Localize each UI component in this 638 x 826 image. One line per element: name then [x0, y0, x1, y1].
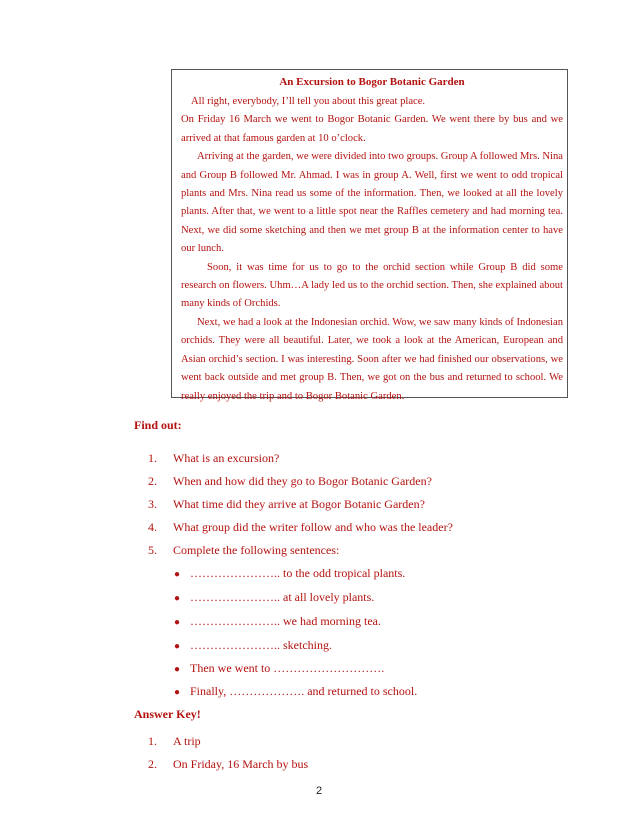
reading-paragraph-3: Arriving at the garden, we were divided into two groups. Group A followed Mrs. Nina and Group B followed Mr. Ahmad. I was in group A. Well, first we went to odd tropical plants and Mrs. Nina read us some of the information. Then, we looked at all the lovely plants. After that, we went to a little spot near the Raffles cemetery and had morning tea. Next, we did some sketching and then we met group B at the information center to have our lunch. — [181, 151, 563, 255]
sentence-item — [174, 614, 381, 629]
reading-paragraph-4: Soon, it was time for us to go to the orchid section while Group B did some research on flowers. Uhm…A lady led us to the orchid section. Then, she explained about many kinds of Orchids. — [181, 261, 563, 310]
answer-item — [148, 734, 201, 749]
sentence-text: Finally, ………………. and returned to school. — [190, 684, 418, 698]
reading-title: An Excursion to Bogor Botanic Garden — [279, 76, 465, 88]
answer-text: On Friday, 16 March by bus — [173, 757, 309, 771]
sentence-text: ………………….. sketching. — [190, 638, 332, 652]
answer-number: 2. — [148, 757, 157, 771]
reading-paragraph-1: All right, everybody, I’ll tell you about this great place. — [191, 96, 426, 107]
answer-number: 1. — [148, 734, 157, 748]
sentence-text: ………………….. we had morning tea. — [190, 614, 381, 628]
bullet-icon: ● — [174, 687, 181, 698]
sentence-item — [174, 684, 417, 699]
bullet-icon: ● — [174, 641, 181, 652]
sentence-item — [174, 661, 384, 676]
page-number: 2 — [315, 785, 323, 797]
question-text: What group did the writer follow and who was the leader? — [173, 520, 453, 534]
bullet-icon: ● — [174, 593, 181, 604]
sentence-text: ………………….. at all lovely plants. — [190, 590, 375, 604]
reading-paragraph-2: On Friday 16 March we went to Bogor Botanic Garden. We went there by bus and we arrived at that famous garden at 10 o’clock. — [181, 114, 563, 144]
sentence-item — [174, 590, 374, 605]
question-number: 3. — [148, 497, 157, 511]
question-number: 4. — [148, 520, 157, 534]
find-out-heading: Find out: — [134, 418, 182, 432]
bullet-icon: ● — [174, 617, 181, 628]
question-text: What is an excursion? — [173, 451, 280, 465]
question-text: What time did they arrive at Bogor Botanic Garden? — [173, 497, 425, 511]
question-item — [148, 474, 432, 489]
answer-key-heading: Answer Key! — [134, 707, 201, 721]
question-item — [148, 451, 279, 466]
sentence-text: ………………….. to the odd tropical plants. — [190, 566, 406, 580]
question-number: 5. — [148, 543, 157, 557]
answer-text: A trip — [173, 734, 201, 748]
question-item — [148, 543, 339, 558]
reading-paragraph-5: Next, we had a look at the Indonesian orchid. Wow, we saw many kinds of Indonesian orchids. They were all beautiful. Later, we took a look at the American, European and Asian orchid’s section. I was interesting. Soon after we had finished our observations, we went back outside and met group B. Then, we got on the bus and returned to school. We really enjoyed the trip and to Bogor Botanic Garden. — [181, 316, 563, 402]
question-item — [148, 497, 425, 512]
sentence-item — [174, 566, 405, 581]
bullet-icon: ● — [174, 569, 181, 580]
question-number: 2. — [148, 474, 157, 488]
sentence-item — [174, 638, 332, 653]
answer-item — [148, 757, 308, 772]
question-text: When and how did they go to Bogor Botanic Garden? — [173, 474, 432, 488]
question-number: 1. — [148, 451, 157, 465]
reading-text-box — [171, 69, 568, 402]
question-item — [148, 520, 453, 535]
question-text: Complete the following sentences: — [173, 543, 340, 557]
bullet-icon: ● — [174, 664, 181, 675]
sentence-text: Then we went to ………………………. — [190, 661, 385, 675]
